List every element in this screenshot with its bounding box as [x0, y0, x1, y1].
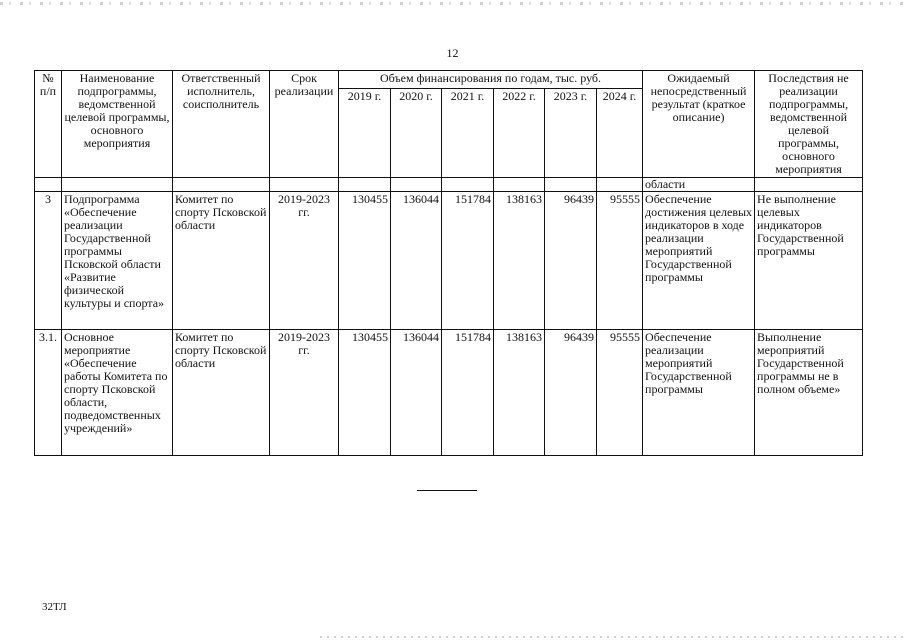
row-name: Подпрограмма «Обеспечение реализации Государственной программы Псковской области «Развитие физической культуры и спорта»	[62, 192, 173, 330]
row-name: Основное мероприятие «Обеспечение работы Комитета по спорту Псковской области, подведомственных учреждений»	[62, 330, 173, 456]
row-value-2020: 136044	[391, 330, 442, 456]
row-num: 3.1.	[35, 330, 62, 456]
header-year-2024: 2024 г.	[597, 89, 643, 178]
header-year-2019: 2019 г.	[339, 89, 391, 178]
row-result: Обеспечение реализации мероприятий Государственной программы	[643, 330, 755, 456]
header-name: Наименование подпрограммы, ведомственной целевой программы, основного мероприятия	[62, 71, 173, 178]
row-consequences: Не выполнение целевых индикаторов Государственной программы	[755, 192, 863, 330]
continuation-text: области	[643, 178, 755, 192]
header-consequences: Последствия не реализации подпрограммы, ведомственной целевой программы, основного мероприятия	[755, 71, 863, 178]
header-num: № п/п	[35, 71, 62, 178]
header-funding: Объем финансирования по годам, тыс. руб.	[339, 71, 643, 89]
header-year-2022: 2022 г.	[494, 89, 545, 178]
header-result: Ожидаемый непосредственный результат (краткое описание)	[643, 71, 755, 178]
page-number: 12	[446, 46, 459, 60]
document-code: 32ТЛ	[42, 601, 67, 613]
row-term: 2019-2023 гг.	[270, 192, 339, 330]
row-term: 2019-2023 гг.	[270, 330, 339, 456]
header-year-2021: 2021 г.	[442, 89, 494, 178]
funding-table	[34, 70, 863, 456]
scan-artifact-bottom	[320, 636, 905, 638]
table-row	[35, 192, 863, 330]
row-num: 3	[35, 192, 62, 330]
scan-artifact-top	[0, 2, 905, 5]
header-year-2023: 2023 г.	[545, 89, 597, 178]
row-value-2022: 138163	[494, 330, 545, 456]
row-value-2024: 95555	[597, 192, 643, 330]
row-result: Обеспечение достижения целевых индикаторов в ходе реализации мероприятий Государственной программы	[643, 192, 755, 330]
header-term: Срок реализации	[270, 71, 339, 178]
row-value-2021: 151784	[442, 192, 494, 330]
header-executor: Ответственный исполнитель, соисполнитель	[173, 71, 270, 178]
row-executor: Комитет по спорту Псковской области	[173, 330, 270, 456]
row-value-2023: 96439	[545, 330, 597, 456]
row-value-2019: 130455	[339, 192, 391, 330]
row-value-2022: 138163	[494, 192, 545, 330]
row-consequences: Выполнение мероприятий Государственной программы не в полном объеме»	[755, 330, 863, 456]
row-executor: Комитет по спорту Псковской области	[173, 192, 270, 330]
row-value-2020: 136044	[391, 192, 442, 330]
table-row	[35, 330, 863, 456]
row-value-2024: 95555	[597, 330, 643, 456]
row-value-2021: 151784	[442, 330, 494, 456]
header-year-2020: 2020 г.	[391, 89, 442, 178]
row-value-2019: 130455	[339, 330, 391, 456]
row-value-2023: 96439	[545, 192, 597, 330]
footer-rule	[417, 490, 477, 491]
table-row-continuation	[35, 178, 863, 192]
